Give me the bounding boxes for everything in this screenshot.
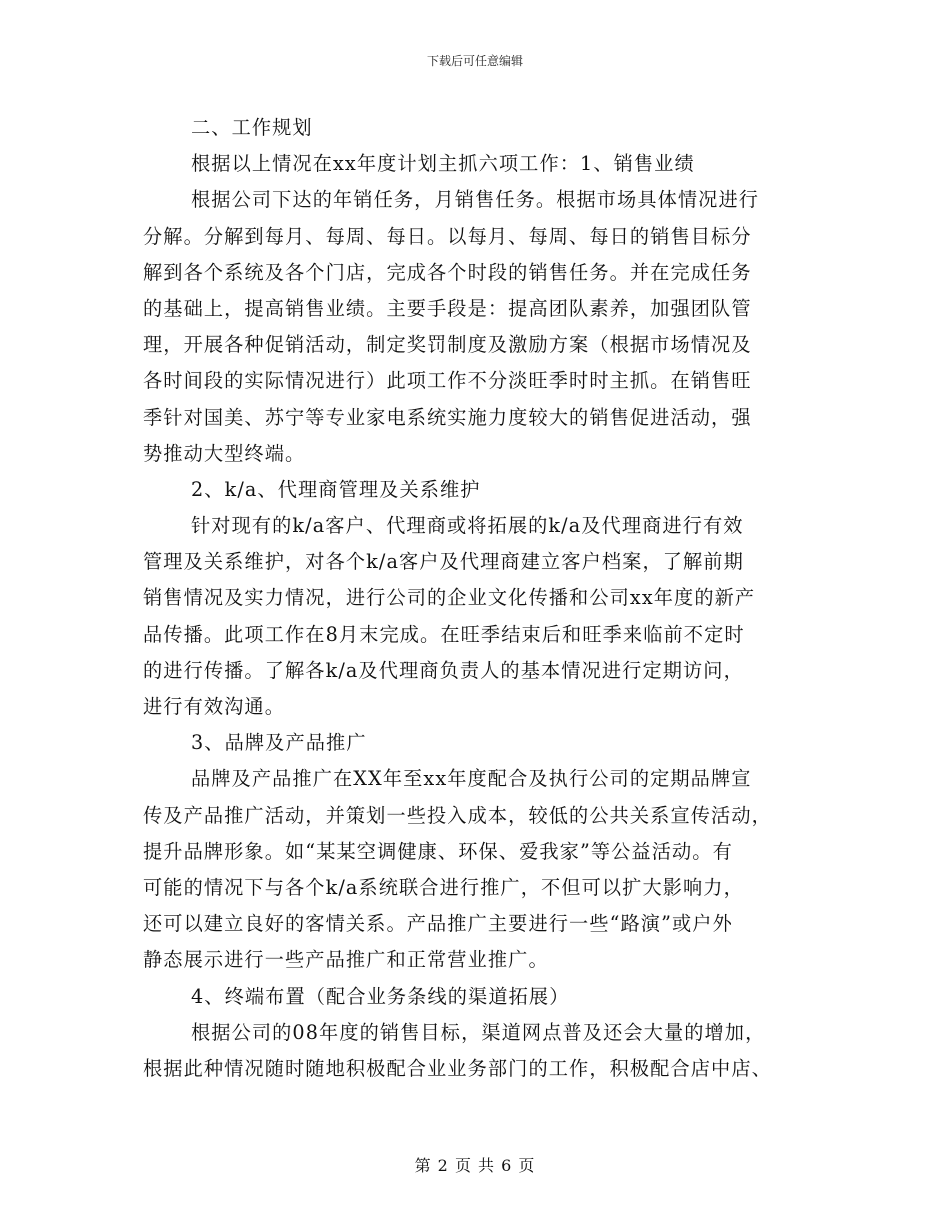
- document-body: [143, 110, 807, 1087]
- page-number-footer: 第 2 页 共 6 页: [414, 1156, 536, 1175]
- document-text-line: 根据公司下达的年销任务，月销售任务。根据市场具体情况进行: [191, 188, 760, 212]
- document-text-line: 针对现有的k/a客户、代理商或将拓展的k/a及代理商进行有效: [191, 514, 744, 538]
- document-text-line: 的进行传播。了解各k/a及代理商负责人的基本情况进行定期访问，: [143, 658, 744, 682]
- document-text-line: 的基础上，提高销售业绩。主要手段是：提高团队素养，加强团队管: [143, 296, 752, 320]
- document-text-line: 季针对国美、苏宁等专业家电系统实施力度较大的销售促进活动，强: [143, 405, 752, 429]
- document-text-line: 品牌及产品推广在XX年至xx年度配合及执行公司的定期品牌宣: [191, 767, 752, 791]
- document-text-line: 还可以建立良好的客情关系。产品推广主要进行一些“路演”或户外: [143, 912, 733, 936]
- document-text-line: 根据公司的08年度的销售目标，渠道网点普及还会大量的增加，: [191, 1020, 766, 1044]
- document-text-line: 传及产品推广活动，并策划一些投入成本，较低的公共关系宣传活动，: [143, 803, 772, 827]
- document-text-line: 分解。分解到每月、每周、每日。以每月、每周、每日的销售目标分: [143, 224, 752, 248]
- document-text-line: 势推动大型终端。: [143, 441, 306, 465]
- document-text-line: 4、终端布置（配合业务条线的渠道拓展）: [191, 984, 570, 1008]
- document-text-line: 2、k/a、代理商管理及关系维护: [191, 477, 481, 501]
- document-text-line: 理，开展各种促销活动，制定奖罚制度及激励方案（根据市场情况及: [143, 333, 752, 357]
- document-text-line: 提升品牌形象。如“某某空调健康、环保、爱我家”等公益活动。有: [143, 839, 733, 863]
- document-text-line: 二、工作规划: [191, 116, 313, 139]
- page-header-note: 下载后可任意编辑: [426, 54, 523, 68]
- document-text-line: 根据此种情况随时随地积极配合业业务部门的工作，积极配合店中店、: [143, 1056, 772, 1080]
- document-text-line: 品传播。此项工作在8月末完成。在旺季结束后和旺季来临前不定时: [143, 622, 745, 646]
- document-text-line: 进行有效沟通。: [143, 695, 286, 718]
- document-text-line: 管理及关系维护，对各个k/a客户及代理商建立客户档案，了解前期: [143, 550, 744, 574]
- document-text-line: 销售情况及实力情况，进行公司的企业文化传播和公司xx年度的新产: [143, 586, 756, 610]
- document-text-line: 可能的情况下与各个k/a系统联合进行推广，不但可以扩大影响力，: [143, 875, 744, 899]
- document-text-line: 3、品牌及产品推广: [191, 731, 367, 755]
- document-text-line: 解到各个系统及各个门店，完成各个时段的销售任务。并在完成任务: [143, 260, 752, 284]
- document-text-line: 各时间段的实际情况进行）此项工作不分淡旺季时时主抓。在销售旺: [143, 369, 752, 393]
- document-text-line: 根据以上情况在xx年度计划主抓六项工作：1、销售业绩: [191, 152, 695, 176]
- document-text-line: 静态展示进行一些产品推广和正常营业推广。: [143, 948, 549, 972]
